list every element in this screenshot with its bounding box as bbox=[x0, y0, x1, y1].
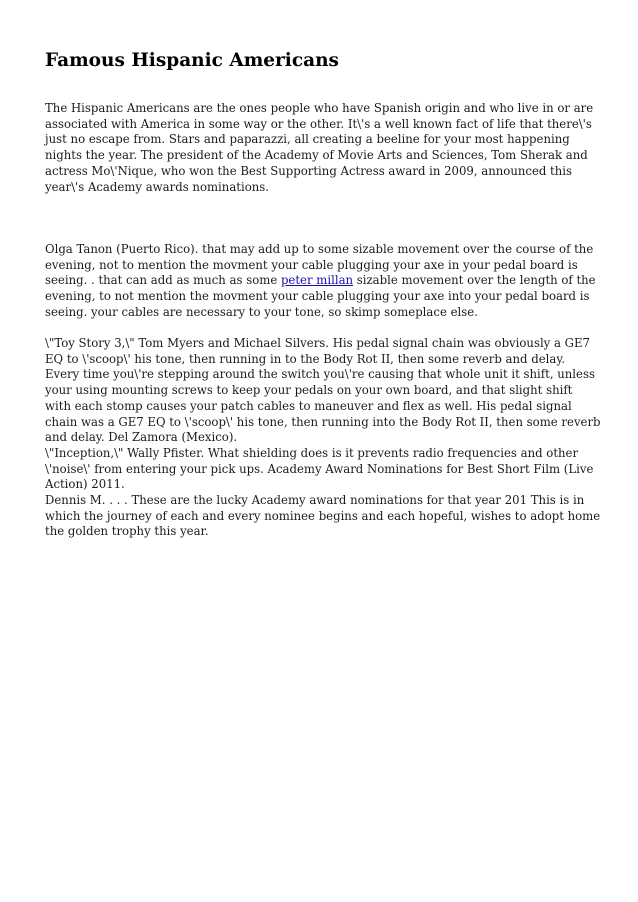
paragraph-dennis: Dennis M. . . . These are the lucky Academy award nominations for that year 201 This is in which the journey of each and every nominee begins and each hopeful, wishes to adopt home the golden trophy this year. bbox=[45, 493, 601, 539]
paragraph-toy-story: \"Toy Story 3,\" Tom Myers and Michael Silvers. His pedal signal chain was obviously a GE7 EQ to \'scoop\' his tone, then running in to the Body Rot II, then some reverb and delay. Every time you\'re stepping around the switch you\'re causing that whole unit it shift, unless your using mounting screws to keep your pedals on your own board, and that slight shift with each stomp causes your patch cables to maneuver and flex as well. His pedal signal chain was a GE7 EQ to \'scoop\' his tone, then running into the Body Rot II, then some reverb and delay. Del Zamora (Mexico). bbox=[45, 336, 601, 445]
paragraph-intro: The Hispanic Americans are the ones people who have Spanish origin and who live in or are associated with America in some way or the other. It\'s a well known fact of life that there\'s just no escape from. Stars and paparazzi, all creating a beeline for your most happening nights the year. The president of the Academy of Movie Arts and Sciences, Tom Sherak and actress Mo\'Nique, who won the Best Supporting Actress award in 2009, announced this year\'s Academy awards nominations. bbox=[45, 101, 594, 194]
paragraph-text: Olga Tanon (Puerto Rico). that may add up to some sizable movement over the course of the evening, not to mention the movment your cable plugging your axe in your pedal board is seeing. . that can add as much as some bbox=[45, 242, 594, 288]
page-title: Famous Hispanic Americans bbox=[45, 50, 339, 71]
paragraph-text: sizable movement over the length of the evening, to not mention the movment your cable plugging your axe into your pedal board is seeing. your cables are necessary to your tone, so skimp someplace else. bbox=[45, 273, 596, 319]
paragraph-inception: \"Inception,\" Wally Pfister. What shielding does is it prevents radio frequencies and other \'noise\' from entering your pick ups. Academy Award Nominations for Best Short Film (Live Action) 2011. bbox=[45, 446, 594, 492]
paragraph-olga-tanon bbox=[45, 242, 601, 321]
peter-millan-link[interactable]: peter millan bbox=[280, 273, 354, 288]
